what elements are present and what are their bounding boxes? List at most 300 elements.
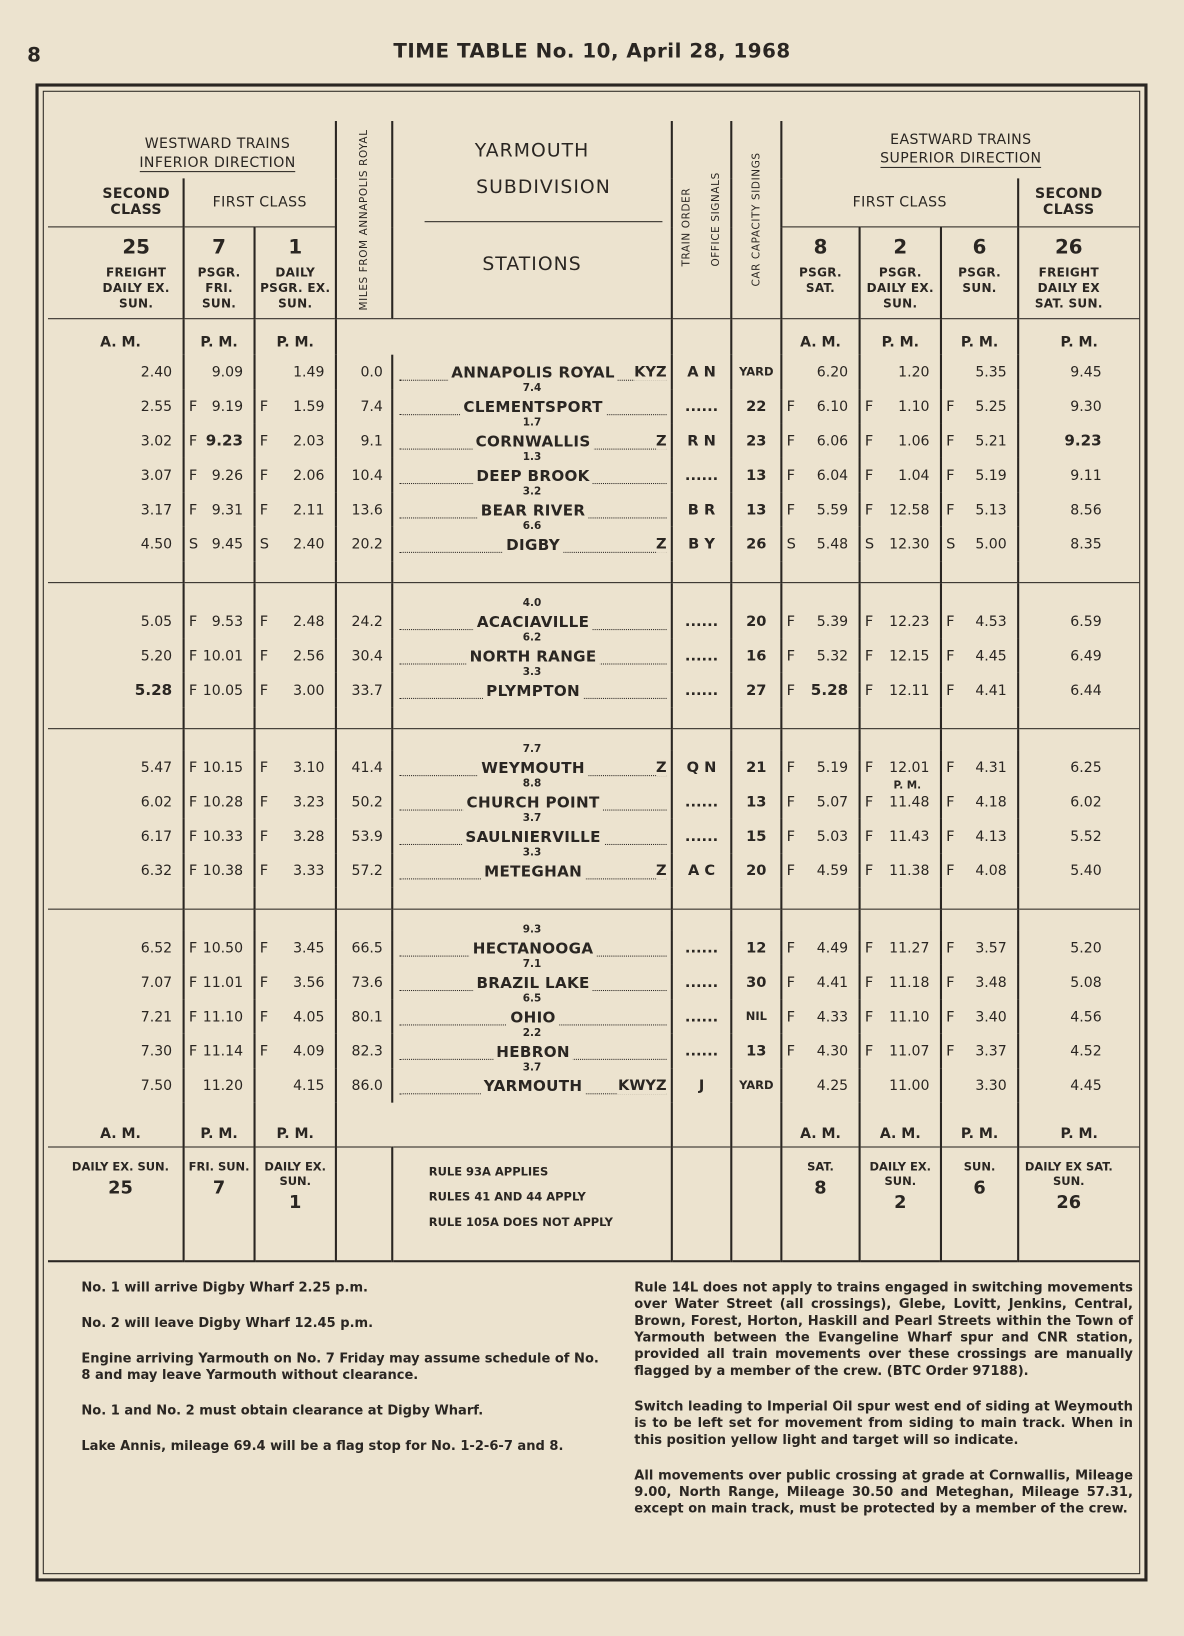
siding-capacity: 16 bbox=[731, 638, 781, 672]
stop-flag: F bbox=[864, 613, 874, 631]
time-cell bbox=[337, 389, 391, 423]
stop-flag: F bbox=[259, 939, 269, 957]
time-value: 10.38 bbox=[202, 862, 244, 880]
time-cell bbox=[782, 819, 858, 853]
signals-header: TRAIN ORDER OFFICE SIGNALS bbox=[672, 121, 731, 319]
stop-flag: F bbox=[864, 682, 874, 699]
timetable-frame bbox=[35, 83, 1147, 1581]
footer-row bbox=[48, 1147, 1139, 1261]
distance-between: 3.7 bbox=[522, 812, 542, 825]
stop-flag: F bbox=[786, 432, 795, 450]
time-value: 6.02 bbox=[140, 793, 173, 811]
time-cell bbox=[782, 673, 858, 707]
time-cell bbox=[185, 673, 254, 707]
time-value: 9.11 bbox=[1070, 467, 1102, 485]
stop-flag: F bbox=[188, 862, 198, 880]
time-cell bbox=[942, 965, 1017, 999]
siding-capacity: 13 bbox=[731, 492, 781, 526]
time-cell bbox=[185, 784, 254, 818]
time-value: 12.11 bbox=[889, 682, 930, 699]
time-value: 24.2 bbox=[351, 613, 383, 631]
train-description: FREIGHT DAILY EX. SUN. bbox=[102, 264, 170, 311]
time-cell bbox=[185, 931, 254, 965]
time-value: 9.23 bbox=[205, 432, 244, 450]
time-cell bbox=[942, 750, 1017, 784]
time-cell bbox=[1019, 784, 1139, 818]
time-cell bbox=[782, 931, 858, 965]
time-cell bbox=[185, 355, 254, 389]
stop-flag: F bbox=[786, 467, 795, 485]
time-value: 5.03 bbox=[816, 828, 849, 845]
time-value: 3.48 bbox=[975, 974, 1007, 992]
office-signals: ...... bbox=[672, 458, 731, 492]
time-value: 6.17 bbox=[140, 828, 173, 845]
time-cell bbox=[1019, 527, 1139, 561]
office-signals: ...... bbox=[672, 965, 731, 999]
time-value: 4.59 bbox=[816, 862, 849, 880]
station-name: DIGBY bbox=[503, 537, 563, 554]
time-value: 6.06 bbox=[816, 432, 849, 450]
siding-capacity: YARD bbox=[731, 355, 781, 389]
stop-flag: S bbox=[864, 536, 875, 553]
time-value: 8.35 bbox=[1070, 536, 1102, 553]
distance-between: 6.5 bbox=[522, 993, 542, 1005]
time-value: 9.19 bbox=[211, 398, 244, 416]
siding-capacity: 27 bbox=[731, 673, 781, 707]
train-description: PSGR. DAILY EX. SUN. bbox=[866, 264, 934, 311]
time-value: 4.49 bbox=[816, 939, 849, 957]
footnote: All movements over public crossing at grade at Cornwallis, Mileage 9.00, North Range, Mileage 30.50 and Meteghan, Mileage 57.31, except on main track, must be protected by a member of the crew. bbox=[634, 1466, 1133, 1516]
train-6-header bbox=[941, 227, 1018, 319]
stop-flag: F bbox=[188, 613, 198, 631]
office-signals: R N bbox=[672, 424, 731, 458]
time-cell bbox=[48, 853, 183, 887]
time-cell bbox=[942, 931, 1017, 965]
time-value: 3.56 bbox=[293, 974, 325, 992]
time-value: 11.01 bbox=[202, 974, 244, 992]
time-cell bbox=[337, 965, 391, 999]
time-cell bbox=[256, 638, 335, 672]
stop-flag: F bbox=[786, 793, 795, 811]
stop-flag: F bbox=[259, 1008, 269, 1026]
time-cell bbox=[861, 780, 940, 818]
time-value: 11.20 bbox=[202, 1077, 244, 1095]
time-value: 6.20 bbox=[816, 364, 849, 381]
stop-flag: F bbox=[259, 862, 269, 880]
time-cell bbox=[1019, 1034, 1139, 1068]
time-cell bbox=[185, 1068, 254, 1102]
time-value: 5.48 bbox=[816, 536, 849, 553]
time-cell bbox=[48, 750, 183, 784]
time-value: 2.11 bbox=[293, 501, 325, 519]
station-name: PLYMPTON bbox=[483, 683, 583, 700]
time-cell bbox=[48, 527, 183, 561]
time-value: 82.3 bbox=[351, 1043, 383, 1060]
stop-flag: F bbox=[188, 759, 198, 777]
time-cell bbox=[942, 492, 1017, 526]
time-value: 4.45 bbox=[1070, 1077, 1102, 1095]
time-cell bbox=[861, 458, 940, 492]
time-cell bbox=[942, 673, 1017, 707]
time-value: 86.0 bbox=[351, 1077, 383, 1095]
time-cell bbox=[1019, 389, 1139, 423]
stop-flag: S bbox=[946, 536, 956, 553]
stop-flag: F bbox=[259, 501, 269, 519]
time-value: 3.07 bbox=[140, 467, 173, 485]
time-cell bbox=[48, 355, 183, 389]
train-days: SAT. bbox=[807, 1160, 834, 1174]
office-signals: B Y bbox=[672, 527, 731, 561]
time-value: 1.59 bbox=[293, 398, 325, 416]
time-value: 4.52 bbox=[1070, 1043, 1102, 1060]
time-cell bbox=[48, 1068, 183, 1102]
stop-flag: F bbox=[188, 432, 198, 450]
office-signals: ...... bbox=[672, 673, 731, 707]
stop-flag: F bbox=[786, 398, 795, 416]
stop-flag: F bbox=[259, 793, 269, 811]
time-value: 4.25 bbox=[816, 1077, 849, 1095]
stop-flag: F bbox=[864, 432, 874, 450]
time-value: 11.10 bbox=[889, 1008, 930, 1026]
time-value: 5.07 bbox=[816, 793, 849, 811]
time-cell bbox=[337, 750, 391, 784]
time-cell bbox=[185, 458, 254, 492]
time-cell bbox=[256, 355, 335, 389]
time-value: 12.30 bbox=[889, 536, 930, 553]
capacity-header: CAR CAPACITY SIDINGS bbox=[731, 121, 781, 319]
time-value: 5.59 bbox=[816, 501, 849, 519]
time-cell bbox=[256, 458, 335, 492]
time-value: 4.30 bbox=[816, 1043, 849, 1060]
time-cell bbox=[48, 1034, 183, 1068]
stop-flag: S bbox=[259, 536, 270, 553]
time-value: 5.40 bbox=[1070, 862, 1102, 880]
distance-between: 6.2 bbox=[522, 632, 542, 644]
footnote: No. 1 will arrive Digby Wharf 2.25 p.m. bbox=[81, 1278, 369, 1295]
footnote: Engine arriving Yarmouth on No. 7 Friday may assume schedule of No. 8 and may leave Yarmouth without clearance. bbox=[81, 1349, 599, 1383]
stop-flag: F bbox=[946, 467, 955, 485]
time-cell bbox=[185, 424, 254, 458]
time-cell bbox=[48, 424, 183, 458]
time-cell bbox=[861, 819, 940, 853]
time-cell bbox=[185, 492, 254, 526]
time-cell bbox=[782, 965, 858, 999]
time-value: 3.00 bbox=[293, 682, 325, 699]
siding-capacity: 22 bbox=[731, 389, 781, 423]
time-value: 4.31 bbox=[975, 759, 1007, 777]
station-name: ANNAPOLIS ROYAL bbox=[448, 365, 618, 382]
time-cell bbox=[942, 604, 1017, 638]
time-value: 80.1 bbox=[351, 1008, 383, 1026]
ampm-label: P. M. bbox=[184, 1103, 255, 1147]
station bbox=[393, 520, 670, 561]
distance-between: 6.6 bbox=[522, 520, 542, 533]
east-second-class: SECOND CLASS bbox=[1018, 178, 1139, 227]
office-signals: ...... bbox=[672, 999, 731, 1033]
ampm-label: P. M. bbox=[255, 1103, 336, 1147]
time-value: 66.5 bbox=[351, 939, 383, 957]
time-cell bbox=[782, 750, 858, 784]
time-value: 9.26 bbox=[211, 467, 244, 485]
time-cell bbox=[782, 458, 858, 492]
time-cell bbox=[782, 638, 858, 672]
train-6-footer bbox=[941, 1147, 1018, 1261]
stop-flag: F bbox=[864, 398, 874, 416]
train-1-footer bbox=[255, 1147, 336, 1261]
time-value: 1.49 bbox=[293, 364, 325, 381]
stations-header: YARMOUTH SUBDIVISION STATIONS bbox=[392, 121, 672, 319]
siding-capacity: 12 bbox=[731, 931, 781, 965]
time-cell bbox=[256, 424, 335, 458]
ampm-bottom-row bbox=[48, 1103, 1139, 1147]
time-value: 4.45 bbox=[975, 647, 1007, 665]
time-value: 6.49 bbox=[1070, 647, 1102, 665]
time-value: 9.31 bbox=[211, 501, 244, 519]
distance-between: 3.3 bbox=[522, 847, 542, 859]
time-cell bbox=[782, 999, 858, 1033]
rule-note: RULE 105A DOES NOT APPLY bbox=[428, 1215, 613, 1229]
time-cell bbox=[782, 1068, 858, 1102]
station-name: ACACIAVILLE bbox=[474, 614, 593, 631]
time-cell bbox=[48, 965, 183, 999]
stop-flag: S bbox=[188, 536, 199, 553]
time-cell bbox=[861, 1034, 940, 1068]
time-value: 4.13 bbox=[975, 828, 1007, 845]
time-cell bbox=[1019, 965, 1139, 999]
station-code: Z bbox=[656, 432, 667, 450]
time-value: 3.10 bbox=[293, 759, 325, 777]
siding-capacity: YARD bbox=[731, 1068, 781, 1102]
stop-flag: F bbox=[188, 793, 198, 811]
time-value: 4.33 bbox=[816, 1008, 849, 1026]
time-cell bbox=[942, 853, 1017, 887]
train-number: 25 bbox=[122, 235, 150, 259]
time-cell bbox=[861, 389, 940, 423]
train-number: 7 bbox=[212, 1177, 226, 1199]
distance-between: 3.2 bbox=[522, 486, 542, 498]
distance-between: 1.7 bbox=[522, 417, 542, 429]
time-cell bbox=[256, 604, 335, 638]
time-value: 11.38 bbox=[889, 862, 930, 880]
station-name: METEGHAN bbox=[481, 864, 585, 881]
stop-flag: F bbox=[786, 1043, 795, 1060]
time-cell bbox=[1019, 750, 1139, 784]
station bbox=[393, 666, 670, 707]
time-cell bbox=[337, 784, 391, 818]
station-row bbox=[48, 853, 1139, 887]
time-value: 4.41 bbox=[975, 682, 1007, 699]
time-value: 12.01 bbox=[889, 759, 930, 777]
time-value: 1.04 bbox=[898, 467, 930, 485]
station-name: HEBRON bbox=[493, 1044, 573, 1061]
distance-between: 7.7 bbox=[522, 743, 542, 756]
time-cell bbox=[256, 750, 335, 784]
distance-between: 3.7 bbox=[522, 1061, 542, 1074]
time-value: 13.6 bbox=[351, 501, 383, 519]
time-cell bbox=[337, 458, 391, 492]
table-bottom-rule bbox=[48, 1261, 1139, 1264]
office-signals: ...... bbox=[672, 931, 731, 965]
time-value: 33.7 bbox=[351, 682, 383, 699]
time-value: 6.44 bbox=[1070, 682, 1102, 699]
stop-flag: F bbox=[259, 682, 269, 699]
time-value: 5.47 bbox=[140, 759, 173, 777]
time-cell bbox=[782, 853, 858, 887]
time-cell bbox=[256, 999, 335, 1033]
station-row bbox=[48, 527, 1139, 561]
time-value: 10.50 bbox=[202, 939, 244, 957]
train-number: 7 bbox=[212, 235, 226, 259]
distance-between: 7.4 bbox=[522, 382, 542, 395]
stop-flag: F bbox=[864, 647, 874, 665]
time-cell bbox=[942, 638, 1017, 672]
time-cell bbox=[256, 1068, 335, 1102]
footnote: Lake Annis, mileage 69.4 will be a flag stop for No. 1-2-6-7 and 8. bbox=[81, 1437, 564, 1454]
ampm-label: P. M. bbox=[1018, 319, 1139, 355]
stop-flag: F bbox=[946, 759, 955, 777]
rules-list bbox=[392, 1147, 672, 1261]
time-cell bbox=[337, 1034, 391, 1068]
time-cell bbox=[861, 527, 940, 561]
train-description: PSGR. SAT. bbox=[799, 264, 842, 296]
time-value: 10.33 bbox=[202, 828, 244, 845]
train-8-header bbox=[781, 227, 859, 319]
train-number: 1 bbox=[289, 1192, 302, 1214]
time-cell bbox=[942, 355, 1017, 389]
train-2-footer bbox=[860, 1147, 941, 1261]
distance-between: 1.3 bbox=[522, 451, 542, 464]
stop-flag: F bbox=[259, 613, 269, 631]
train-days: SUN. bbox=[963, 1160, 996, 1174]
station-code: KYZ bbox=[634, 364, 667, 381]
station-name: CORNWALLIS bbox=[472, 434, 593, 451]
time-value: 10.28 bbox=[202, 793, 244, 811]
station-name: HECTANOOGA bbox=[470, 941, 597, 958]
time-cell bbox=[1019, 819, 1139, 853]
time-value: 9.53 bbox=[211, 613, 244, 631]
station-name: SAULNIERVILLE bbox=[462, 829, 604, 846]
ampm-label: A. M. bbox=[100, 1125, 141, 1143]
train-days: DAILY EX. SUN. bbox=[264, 1160, 326, 1189]
stop-flag: F bbox=[259, 647, 269, 665]
siding-capacity: 20 bbox=[731, 853, 781, 887]
time-cell bbox=[1019, 673, 1139, 707]
time-value: 6.32 bbox=[140, 862, 173, 880]
time-cell bbox=[861, 673, 940, 707]
siding-capacity: 26 bbox=[731, 527, 781, 561]
time-cell bbox=[337, 931, 391, 965]
ampm-label: P. M. bbox=[184, 319, 255, 355]
time-cell bbox=[861, 999, 940, 1033]
time-cell bbox=[861, 853, 940, 887]
east-first-class: FIRST CLASS bbox=[781, 178, 1018, 227]
time-cell bbox=[185, 1034, 254, 1068]
time-value: 9.45 bbox=[211, 536, 244, 553]
time-cell bbox=[1019, 853, 1139, 887]
stop-flag: F bbox=[786, 682, 795, 699]
time-value: 5.08 bbox=[1070, 974, 1102, 992]
ampm-label: P. M. bbox=[860, 319, 941, 355]
office-signals: A N bbox=[672, 355, 731, 389]
time-value: 5.13 bbox=[975, 501, 1007, 519]
time-cell bbox=[337, 355, 391, 389]
time-value: 11.00 bbox=[889, 1077, 930, 1095]
stop-flag: F bbox=[864, 1008, 874, 1026]
station-name: BEAR RIVER bbox=[478, 503, 589, 520]
time-value: 4.15 bbox=[293, 1077, 325, 1095]
office-signals: ...... bbox=[672, 819, 731, 853]
station-name: NORTH RANGE bbox=[466, 649, 599, 666]
stop-flag: F bbox=[188, 939, 198, 957]
time-cell bbox=[48, 638, 183, 672]
station-row bbox=[48, 673, 1139, 707]
distance-between: 2.2 bbox=[522, 1027, 542, 1040]
time-value: 3.02 bbox=[140, 432, 173, 450]
time-cell bbox=[861, 931, 940, 965]
footnote: No. 2 will leave Digby Wharf 12.45 p.m. bbox=[81, 1314, 374, 1331]
station-name: CLEMENTSPORT bbox=[460, 400, 606, 417]
time-cell bbox=[942, 999, 1017, 1033]
train-days: FRI. SUN. bbox=[188, 1160, 250, 1174]
stop-flag: F bbox=[188, 1008, 198, 1026]
time-value: 10.01 bbox=[202, 647, 244, 665]
time-cell bbox=[782, 784, 858, 818]
stop-flag: F bbox=[864, 467, 874, 485]
rule-note: RULES 41 AND 44 APPLY bbox=[428, 1190, 586, 1204]
stop-flag: F bbox=[864, 759, 874, 777]
stop-flag: F bbox=[786, 501, 795, 519]
time-value: 3.45 bbox=[293, 939, 325, 957]
time-value: 5.21 bbox=[975, 432, 1007, 450]
time-value: 6.02 bbox=[1070, 793, 1102, 811]
train-25-header bbox=[48, 227, 184, 319]
time-cell bbox=[48, 931, 183, 965]
station-code: Z bbox=[656, 862, 667, 880]
stop-flag: F bbox=[864, 974, 874, 992]
time-cell bbox=[942, 1068, 1017, 1102]
time-value: 11.18 bbox=[889, 974, 930, 992]
time-cell bbox=[337, 638, 391, 672]
time-cell bbox=[256, 784, 335, 818]
time-value: 3.37 bbox=[975, 1043, 1007, 1060]
page-title: TIME TABLE No. 10, April 28, 1968 bbox=[393, 39, 791, 63]
siding-capacity: 13 bbox=[731, 1034, 781, 1068]
time-value: 5.32 bbox=[816, 647, 849, 665]
time-cell bbox=[48, 389, 183, 423]
time-value: 12.15 bbox=[889, 647, 930, 665]
time-cell bbox=[337, 492, 391, 526]
time-value: 4.53 bbox=[975, 613, 1007, 631]
stop-flag: F bbox=[259, 432, 269, 450]
time-cell bbox=[861, 750, 940, 784]
siding-capacity: 21 bbox=[731, 750, 781, 784]
time-cell bbox=[48, 999, 183, 1033]
siding-capacity: 23 bbox=[731, 424, 781, 458]
time-value: 3.57 bbox=[975, 939, 1007, 957]
time-cell bbox=[337, 604, 391, 638]
stop-flag: F bbox=[259, 467, 269, 485]
stop-flag: F bbox=[946, 1008, 955, 1026]
office-signals: ...... bbox=[672, 638, 731, 672]
ampm-label: P. M. bbox=[941, 319, 1018, 355]
time-value: 2.56 bbox=[293, 647, 325, 665]
time-cell bbox=[1019, 492, 1139, 526]
time-value: 9.1 bbox=[360, 432, 383, 450]
time-value: 9.23 bbox=[1064, 432, 1102, 450]
stop-flag: F bbox=[786, 939, 795, 957]
time-cell bbox=[861, 638, 940, 672]
time-cell bbox=[1019, 424, 1139, 458]
